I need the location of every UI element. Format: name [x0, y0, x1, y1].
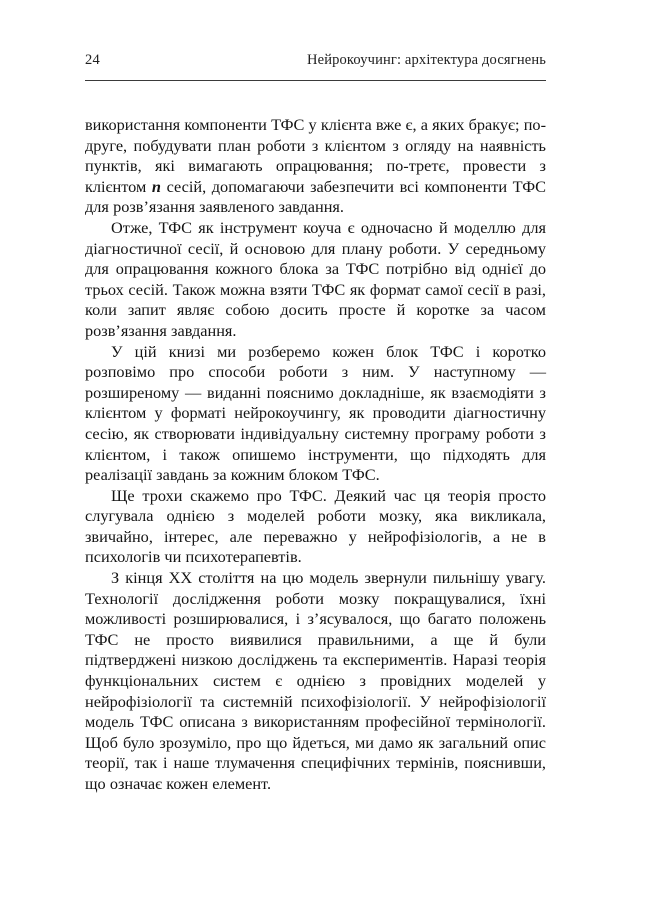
- header-divider-rule: [85, 80, 546, 81]
- paragraph: Отже, ТФС як інструмент коуча є одночасно й моделлю для діагностичної сесії, й основою для плану роботи. У середньому для опрацювання кожного блока за ТФС потрібно від однієї до трьох сесій. Також можна взяти ТФС як формат самої сесії в разі, коли запит являє собою досить просте й коротке за часом розв’язання завдання.: [85, 217, 546, 340]
- body-text-block: [85, 115, 546, 795]
- paragraph-text-run: сесій, допомагаючи забезпечити всі компоненти ТФС для розв’язання заявленого завдання.: [85, 176, 546, 217]
- paragraph-text-run: використання компоненти ТФС у клієнта вже є, а яких бракує; по-друге, побудувати план роботи з клієнтом з огляду на наявність пунктів, які вимагають опрацювання; по-третє, провести з клієнтом: [85, 115, 546, 196]
- paragraph: Ще трохи скажемо про ТФС. Деякий час ця теорія просто слугувала однією з моделей роботи мозку, яка викликала, звичайно, інтерес, але переважно у нейрофізіологів, а не в психологів чи психотерапевтів.: [85, 485, 546, 567]
- paragraph: З кінця ХХ століття на цю модель звернули пильнішу увагу. Технології дослідження роботи мозку покращувалися, їхні можливості розширювалися, і з’ясувалося, що багато положень ТФС не просто виявилися правильними, а ще й були підтверджені низкою досліджень та експериментів. Наразі теорія функціональних систем є однією з провідних моделей у нейрофізіології та системній психофізіології. У нейрофізіології модель ТФС описана з використанням професійної термінології. Щоб було зрозуміло, про що йдеться, ми дамо як загальний опис теорії, так і наше тлумачення специфічних термінів, пояснивши, що означає кожен елемент.: [85, 568, 546, 793]
- page-number: 24: [85, 52, 100, 68]
- running-title: Нейрокоучинг: архітектура досягнень: [307, 52, 546, 68]
- running-header: [85, 52, 546, 78]
- paragraph-continuation: [85, 115, 546, 218]
- paragraph: У цій книзі ми розберемо кожен блок ТФС і коротко розповімо про способи роботи з ним. У наступному — розширеному — виданні пояснимо докладніше, як взаємодіяти з клієнтом у форматі нейрокоучингу, як проводити діагностичну сесію, як створювати індивідуальну системну програму роботи з клієнтом, і також опишемо інструменти, що підходять для реалізації завдань за кожним блоком ТФС.: [85, 341, 546, 485]
- variable-n: n: [151, 176, 161, 196]
